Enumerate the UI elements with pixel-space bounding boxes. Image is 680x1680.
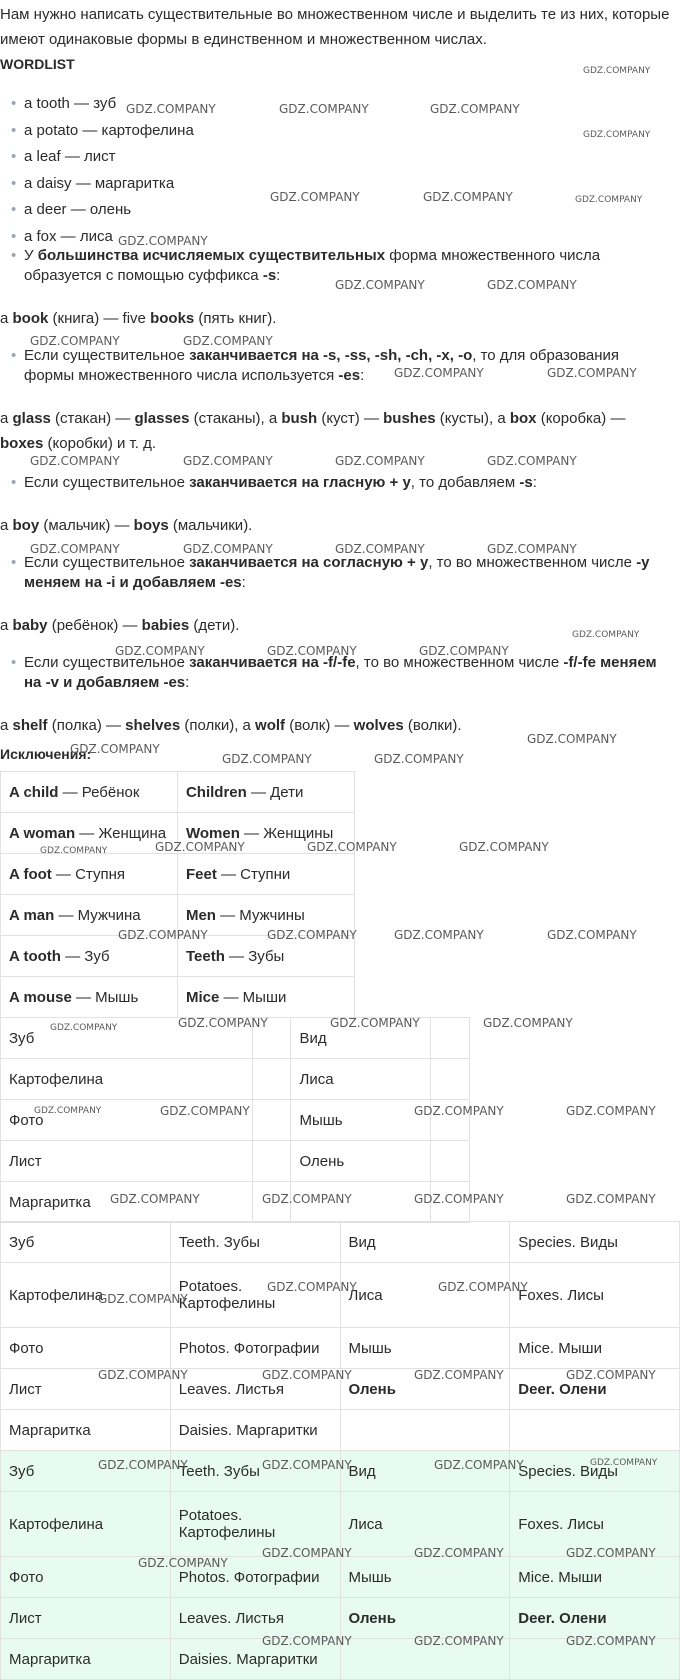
watermark-text: GDZ.COMPANY bbox=[40, 846, 108, 856]
table-cell bbox=[340, 1639, 510, 1680]
watermark-text: GDZ.COMPANY bbox=[438, 1280, 528, 1294]
rule-3 bbox=[0, 473, 664, 493]
watermark-text: GDZ.COMPANY bbox=[262, 1458, 352, 1472]
rule-5 bbox=[0, 653, 664, 693]
table-cell: Маргаритка bbox=[1, 1182, 253, 1223]
watermark-text: GDZ.COMPANY bbox=[34, 1106, 102, 1116]
table-cell: A child — Ребёнок bbox=[1, 772, 178, 813]
table-cell bbox=[252, 1182, 291, 1223]
watermark-text: GDZ.COMPANY bbox=[430, 102, 520, 116]
watermark-text: GDZ.COMPANY bbox=[330, 1016, 420, 1030]
watermark-text: GDZ.COMPANY bbox=[583, 66, 651, 76]
table-row bbox=[1, 1059, 470, 1100]
table-cell bbox=[252, 1100, 291, 1141]
table-cell: Олень bbox=[291, 1141, 431, 1182]
rule-text: • У большинства исчисляемых существительных форма множественного числа образуется с помощью суффикса -s: bbox=[24, 246, 664, 286]
watermark-text: GDZ.COMPANY bbox=[262, 1634, 352, 1648]
table-cell: Зуб bbox=[1, 1018, 253, 1059]
watermark-text: GDZ.COMPANY bbox=[98, 1458, 188, 1472]
watermark-text: GDZ.COMPANY bbox=[262, 1192, 352, 1206]
table-cell: Species. Виды bbox=[510, 1222, 680, 1263]
table-cell: Mice. Мыши bbox=[510, 1557, 680, 1598]
table-cell bbox=[431, 1018, 470, 1059]
table-cell bbox=[252, 1059, 291, 1100]
table-cell: Лиса bbox=[291, 1059, 431, 1100]
table-row bbox=[1, 1222, 680, 1263]
table-cell: Leaves. Листья bbox=[170, 1598, 340, 1639]
watermark-text: GDZ.COMPANY bbox=[262, 1368, 352, 1382]
table-cell: Mice — Мыши bbox=[177, 977, 354, 1018]
example-1: a book (книга) — five books (пять книг). bbox=[0, 310, 277, 327]
watermark-text: GDZ.COMPANY bbox=[267, 644, 357, 658]
table-cell: Foxes. Лисы bbox=[510, 1263, 680, 1328]
table-cell: Вид bbox=[340, 1451, 510, 1492]
table-row bbox=[1, 813, 355, 854]
answer-table bbox=[0, 1221, 680, 1451]
watermark-text: GDZ.COMPANY bbox=[394, 366, 484, 380]
watermark-text: GDZ.COMPANY bbox=[335, 454, 425, 468]
watermark-text: GDZ.COMPANY bbox=[267, 928, 357, 942]
table-cell: Men — Мужчины bbox=[177, 895, 354, 936]
word-item: • a tooth — зуб bbox=[24, 91, 664, 118]
exceptions-title: Исключения: bbox=[0, 746, 92, 762]
table-cell: Зуб bbox=[1, 1451, 171, 1492]
table-row bbox=[1, 772, 355, 813]
table-row bbox=[1, 1492, 680, 1557]
watermark-text: GDZ.COMPANY bbox=[487, 454, 577, 468]
table-row bbox=[1, 1100, 470, 1141]
watermark-text: GDZ.COMPANY bbox=[487, 278, 577, 292]
watermark-text: GDZ.COMPANY bbox=[138, 1556, 228, 1570]
watermark-text: GDZ.COMPANY bbox=[374, 752, 464, 766]
blank-table bbox=[0, 1017, 470, 1223]
table-cell bbox=[431, 1059, 470, 1100]
table-row bbox=[1, 1018, 470, 1059]
watermark-text: GDZ.COMPANY bbox=[30, 454, 120, 468]
rule-text: • Если существительное заканчивается на -f/-fe, то во множественном числе -f/-fe меняем на -v и добавляем -es: bbox=[24, 653, 664, 693]
table-cell bbox=[431, 1141, 470, 1182]
table-row bbox=[1, 1328, 680, 1369]
table-cell: Зуб bbox=[1, 1222, 171, 1263]
rule-text: • Если существительное заканчивается на гласную + y, то добавляем -s: bbox=[24, 473, 664, 493]
table-cell: Leaves. Листья bbox=[170, 1369, 340, 1410]
watermark-text: GDZ.COMPANY bbox=[527, 732, 617, 746]
watermark-text: GDZ.COMPANY bbox=[222, 752, 312, 766]
word-item: • a potato — картофелина bbox=[24, 118, 664, 145]
answer-table-highlighted bbox=[0, 1450, 680, 1680]
word-item: • a daisy — маргаритка bbox=[24, 171, 664, 198]
watermark-text: GDZ.COMPANY bbox=[566, 1192, 656, 1206]
table-cell: Мышь bbox=[340, 1328, 510, 1369]
watermark-text: GDZ.COMPANY bbox=[262, 1546, 352, 1560]
watermark-text: GDZ.COMPANY bbox=[547, 366, 637, 380]
table-row bbox=[1, 1451, 680, 1492]
watermark-text: GDZ.COMPANY bbox=[566, 1104, 656, 1118]
table-row bbox=[1, 1369, 680, 1410]
table-cell bbox=[340, 1410, 510, 1451]
watermark-text: GDZ.COMPANY bbox=[414, 1192, 504, 1206]
watermark-text: GDZ.COMPANY bbox=[30, 334, 120, 348]
watermark-text: GDZ.COMPANY bbox=[547, 928, 637, 942]
example-3: a boy (мальчик) — boys (мальчики). bbox=[0, 517, 253, 534]
watermark-text: GDZ.COMPANY bbox=[434, 1458, 524, 1472]
intro-text: Нам нужно написать существительные во множественном числе и выделить те из них, которые имеют одинаковые формы в единственном и множественном числах. bbox=[0, 6, 670, 48]
table-row bbox=[1, 1141, 470, 1182]
table-cell bbox=[510, 1639, 680, 1680]
watermark-text: GDZ.COMPANY bbox=[118, 928, 208, 942]
watermark-text: GDZ.COMPANY bbox=[566, 1546, 656, 1560]
table-row bbox=[1, 1182, 470, 1223]
table-row bbox=[1, 854, 355, 895]
table-cell: Photos. Фотографии bbox=[170, 1328, 340, 1369]
table-row bbox=[1, 936, 355, 977]
watermark-text: GDZ.COMPANY bbox=[335, 278, 425, 292]
table-row bbox=[1, 977, 355, 1018]
table-cell: Mice. Мыши bbox=[510, 1328, 680, 1369]
watermark-text: GDZ.COMPANY bbox=[30, 542, 120, 556]
table-row bbox=[1, 1263, 680, 1328]
table-cell bbox=[510, 1410, 680, 1451]
watermark-text: GDZ.COMPANY bbox=[183, 334, 273, 348]
watermark-text: GDZ.COMPANY bbox=[566, 1634, 656, 1648]
table-cell: Foxes. Лисы bbox=[510, 1492, 680, 1557]
watermark-text: GDZ.COMPANY bbox=[335, 542, 425, 556]
watermark-text: GDZ.COMPANY bbox=[267, 1280, 357, 1294]
table-cell: Лист bbox=[1, 1598, 171, 1639]
word-item: • a fox — лиса bbox=[24, 224, 664, 251]
table-cell bbox=[431, 1182, 470, 1223]
table-row bbox=[1, 1410, 680, 1451]
watermark-text: GDZ.COMPANY bbox=[183, 542, 273, 556]
watermark-text: GDZ.COMPANY bbox=[155, 840, 245, 854]
watermark-text: GDZ.COMPANY bbox=[126, 102, 216, 116]
watermark-text: GDZ.COMPANY bbox=[423, 190, 513, 204]
table-cell: Daisies. Маргаритки bbox=[170, 1410, 340, 1451]
watermark-text: GDZ.COMPANY bbox=[183, 454, 273, 468]
table-row bbox=[1, 1639, 680, 1680]
watermark-text: GDZ.COMPANY bbox=[483, 1016, 573, 1030]
wordlist bbox=[0, 91, 664, 251]
watermark-text: GDZ.COMPANY bbox=[70, 742, 160, 756]
table-cell: Картофелина bbox=[1, 1059, 253, 1100]
table-cell: Лист bbox=[1, 1369, 171, 1410]
watermark-text: GDZ.COMPANY bbox=[487, 542, 577, 556]
rule-4 bbox=[0, 553, 664, 593]
watermark-text: GDZ.COMPANY bbox=[270, 190, 360, 204]
table-cell: Вид bbox=[340, 1222, 510, 1263]
watermark-text: GDZ.COMPANY bbox=[414, 1368, 504, 1382]
table-cell: A man — Мужчина bbox=[1, 895, 178, 936]
word-item: • a deer — олень bbox=[24, 197, 664, 224]
table-cell: Маргаритка bbox=[1, 1639, 171, 1680]
watermark-text: GDZ.COMPANY bbox=[110, 1192, 200, 1206]
table-cell: Картофелина bbox=[1, 1492, 171, 1557]
table-cell: Teeth — Зубы bbox=[177, 936, 354, 977]
watermark-text: GDZ.COMPANY bbox=[419, 644, 509, 658]
watermark-text: GDZ.COMPANY bbox=[50, 1023, 118, 1033]
table-cell: Мышь bbox=[291, 1100, 431, 1141]
watermark-text: GDZ.COMPANY bbox=[459, 840, 549, 854]
table-cell: Маргаритка bbox=[1, 1410, 171, 1451]
table-cell: Potatoes. Картофелины bbox=[170, 1492, 340, 1557]
watermark-text: GDZ.COMPANY bbox=[160, 1104, 250, 1118]
table-cell: Potatoes. Картофелины bbox=[170, 1263, 340, 1328]
watermark-text: GDZ.COMPANY bbox=[307, 840, 397, 854]
table-cell bbox=[431, 1100, 470, 1141]
rule-2 bbox=[0, 346, 664, 386]
table-cell: Мышь bbox=[340, 1557, 510, 1598]
table-cell: Фото bbox=[1, 1328, 171, 1369]
table-row bbox=[1, 1557, 680, 1598]
watermark-text: GDZ.COMPANY bbox=[115, 644, 205, 658]
word-item: • a leaf — лист bbox=[24, 144, 664, 171]
exceptions-table bbox=[0, 771, 355, 1018]
watermark-text: GDZ.COMPANY bbox=[178, 1016, 268, 1030]
watermark-text: GDZ.COMPANY bbox=[572, 630, 640, 640]
table-cell: Teeth. Зубы bbox=[170, 1451, 340, 1492]
table-cell: Teeth. Зубы bbox=[170, 1222, 340, 1263]
watermark-text: GDZ.COMPANY bbox=[590, 1458, 658, 1468]
table-cell: Children — Дети bbox=[177, 772, 354, 813]
watermark-text: GDZ.COMPANY bbox=[394, 928, 484, 942]
watermark-text: GDZ.COMPANY bbox=[414, 1634, 504, 1648]
table-row bbox=[1, 1598, 680, 1639]
watermark-text: GDZ.COMPANY bbox=[98, 1368, 188, 1382]
table-cell: A mouse — Мышь bbox=[1, 977, 178, 1018]
table-cell: Фото bbox=[1, 1557, 171, 1598]
table-cell: Women — Женщины bbox=[177, 813, 354, 854]
table-cell: Photos. Фотографии bbox=[170, 1557, 340, 1598]
table-cell: A foot — Ступня bbox=[1, 854, 178, 895]
table-cell: Картофелина bbox=[1, 1263, 171, 1328]
example-2: a glass (стакан) — glasses (стаканы), a bush (куст) — bushes (кусты), a box (коробка) — boxes (коробки) и т. д. bbox=[0, 410, 626, 452]
table-row bbox=[1, 895, 355, 936]
table-cell: A tooth — Зуб bbox=[1, 936, 178, 977]
watermark-text: GDZ.COMPANY bbox=[583, 130, 651, 140]
watermark-text: GDZ.COMPANY bbox=[118, 234, 208, 248]
table-cell: Олень bbox=[340, 1369, 510, 1410]
table-cell: Feet — Ступни bbox=[177, 854, 354, 895]
table-cell: Daisies. Маргаритки bbox=[170, 1639, 340, 1680]
wordlist-title: WORDLIST bbox=[0, 56, 75, 72]
example-4: a baby (ребёнок) — babies (дети). bbox=[0, 617, 240, 634]
watermark-text: GDZ.COMPANY bbox=[98, 1292, 188, 1306]
rule-text: • Если существительное заканчивается на согласную + y, то во множественном числе -y меняем на -i и добавляем -es: bbox=[24, 553, 664, 593]
watermark-text: GDZ.COMPANY bbox=[566, 1368, 656, 1382]
table-cell bbox=[252, 1141, 291, 1182]
watermark-text: GDZ.COMPANY bbox=[414, 1104, 504, 1118]
table-cell: Лиса bbox=[340, 1492, 510, 1557]
watermark-text: GDZ.COMPANY bbox=[414, 1546, 504, 1560]
watermark-text: GDZ.COMPANY bbox=[279, 102, 369, 116]
table-cell: Лиса bbox=[340, 1263, 510, 1328]
example-5: a shelf (полка) — shelves (полки), a wolf (волк) — wolves (волки). bbox=[0, 717, 462, 734]
table-cell: Deer. Олени bbox=[510, 1369, 680, 1410]
watermark-text: GDZ.COMPANY bbox=[575, 195, 643, 205]
table-cell: Лист bbox=[1, 1141, 253, 1182]
table-cell: Фото bbox=[1, 1100, 253, 1141]
table-cell bbox=[291, 1182, 431, 1223]
rule-1 bbox=[0, 246, 664, 286]
table-cell: Олень bbox=[340, 1598, 510, 1639]
table-cell: A woman — Женщина bbox=[1, 813, 178, 854]
rule-text: • Если существительное заканчивается на -s, -ss, -sh, -ch, -x, -o, то для образования формы множественного числа используется -es: bbox=[24, 346, 664, 386]
table-cell bbox=[252, 1018, 291, 1059]
table-cell: Species. Виды bbox=[510, 1451, 680, 1492]
table-cell: Deer. Олени bbox=[510, 1598, 680, 1639]
table-cell: Вид bbox=[291, 1018, 431, 1059]
